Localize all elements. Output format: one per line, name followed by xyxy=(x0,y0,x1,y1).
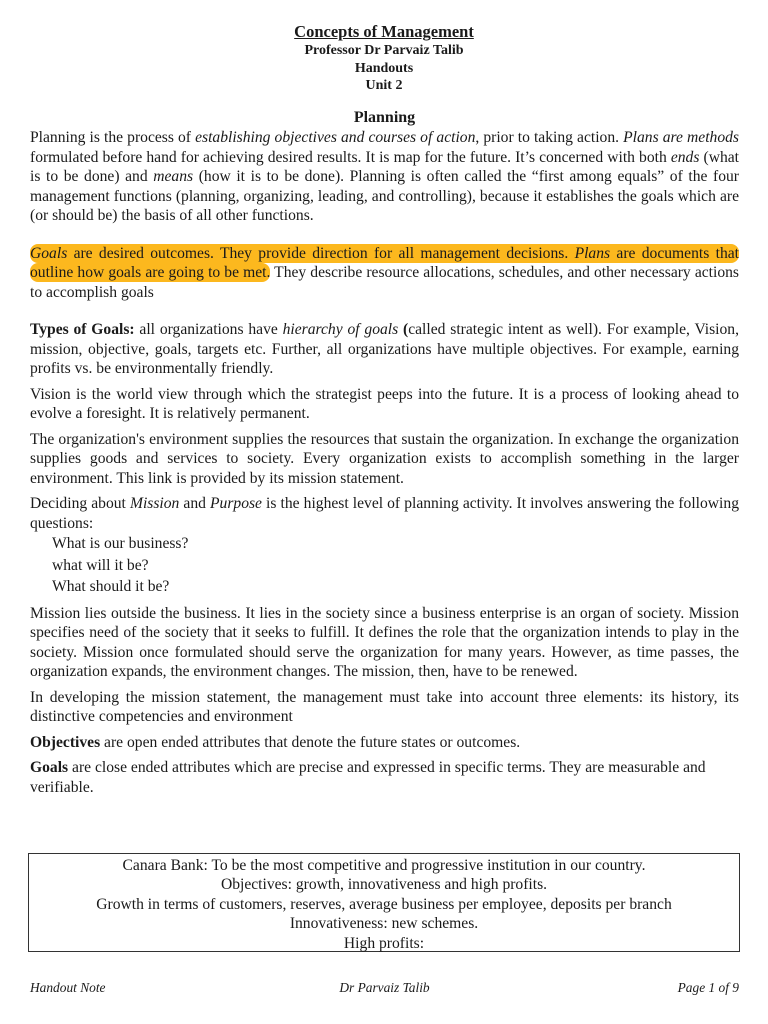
example-box xyxy=(28,853,740,952)
text-run-italic: ends xyxy=(670,148,700,166)
box-line: High profits: xyxy=(343,934,425,952)
paragraph-vision: Vision is the world view through which the strategist peeps into the future. It is a process of looking ahead to evolve a foresight. It is relatively permanent. xyxy=(30,385,739,422)
text-run: Deciding about xyxy=(30,495,130,512)
text-run-italic: Purpose xyxy=(210,495,262,512)
question-item: What should it be? xyxy=(52,578,170,595)
text-run: are open ended attributes that denote the future states or outcomes. xyxy=(100,733,521,751)
text-run-italic: hierarchy of goals xyxy=(282,321,399,338)
text-run-italic: Goals xyxy=(30,244,68,262)
text-run-bold: ( xyxy=(398,321,409,338)
box-line: Canara Bank: To be the most competitive and progressive institution in our country. xyxy=(122,857,646,874)
text-run-bold: Types of Goals: xyxy=(30,321,135,338)
document-type: Handouts xyxy=(354,60,414,76)
footer-center: Dr Parvaiz Talib xyxy=(339,980,430,995)
text-run: Planning is the process of xyxy=(30,129,196,146)
text-run: They describe resource allocations, schedules, and other necessary actions to accomplish goals xyxy=(30,264,739,301)
text-run: called strategic intent as well). For example, Vision, mission, objective, goals, targets etc. Further, all organizations have multiple objectives. For example, earning profits vs. be environmentally friendly. xyxy=(30,321,740,377)
text-run: are documents that outline how goals are going to be met. xyxy=(30,244,739,281)
paragraph-mission: Mission lies outside the business. It lies in the society since a business enterprise is an organ of society. Mission specifies need of the society that it seeks to fulfill. It defines the role that the organization intends to play in the society. Mission once formulated should serve the organization for many years. However, as time passes, the organization expands, the environment changes. The mission, then, have to be renewed. xyxy=(30,604,739,680)
box-line: Innovativeness: new schemes. xyxy=(289,915,479,933)
course-title: Concepts of Management xyxy=(294,22,474,41)
text-run: (what is to be done) and xyxy=(30,148,740,185)
text-run: , prior to taking action. xyxy=(475,129,624,146)
box-line: Objectives: growth, innovativeness and high profits. xyxy=(220,876,548,894)
question-item: What is our business? xyxy=(52,535,189,552)
text-run: and xyxy=(179,495,210,512)
paragraph-types-of-goals xyxy=(30,320,739,379)
text-run: are close ended attributes which are precise and expressed in specific terms. They are measurable and verifiable. xyxy=(30,759,706,796)
text-run-italic: Plans are methods xyxy=(623,129,739,146)
text-run-italic: means xyxy=(153,168,194,185)
question-list xyxy=(30,533,739,598)
text-run: formulated before hand for achieving desired results. It is map for the future. It’s concerned with both xyxy=(30,148,671,166)
box-line: Growth in terms of customers, reserves, average business per employee, deposits per branch xyxy=(96,895,672,913)
author-name: Professor Dr Parvaiz Talib xyxy=(304,43,464,58)
text-run: all organizations have xyxy=(134,321,283,338)
paragraph-mission-purpose xyxy=(30,494,739,533)
page-number: Page 1 of 9 xyxy=(677,980,739,995)
text-run: (how it is to be done). Planning is often called the “first among equals” of the four management functions (planning, organizing, leading, and controlling), because it establishes the goals which are (or should be) the basis of all other functions. xyxy=(30,168,740,224)
text-run-italic: establishing objectives and courses of action xyxy=(195,129,476,146)
section-title: Planning xyxy=(353,109,416,126)
text-run: are desired outcomes. They provide direction for all management decisions. xyxy=(67,244,575,262)
paragraph-mission-statement: In developing the mission statement, the management must take into account three elements: its history, its distinctive competencies and environment xyxy=(30,688,739,725)
text-run-italic: Mission xyxy=(129,495,180,512)
text-run-bold: Goals xyxy=(30,759,69,776)
text-run-italic: Plans xyxy=(574,244,611,262)
paragraph-objectives xyxy=(30,733,739,753)
paragraph-environment: The organization's environment supplies the resources that sustain the organization. In exchange the organization supplies goods and services to society. Every organization exists to accomplish something in the larger environment. This link is provided by its mission statement. xyxy=(30,430,739,487)
paragraph-goals-plans xyxy=(30,244,739,303)
unit-label: Unit 2 xyxy=(365,78,403,93)
paragraph-goals xyxy=(30,758,739,797)
paragraph-planning-definition xyxy=(30,128,739,226)
text-run: is the highest level of planning activity. It involves answering the following questions: xyxy=(30,495,739,532)
document-body xyxy=(30,108,739,797)
document-header xyxy=(0,22,768,95)
question-item: what will it be? xyxy=(52,556,149,574)
text-run-bold: Objectives xyxy=(30,733,101,751)
footer-left: Handout Note xyxy=(30,980,106,995)
